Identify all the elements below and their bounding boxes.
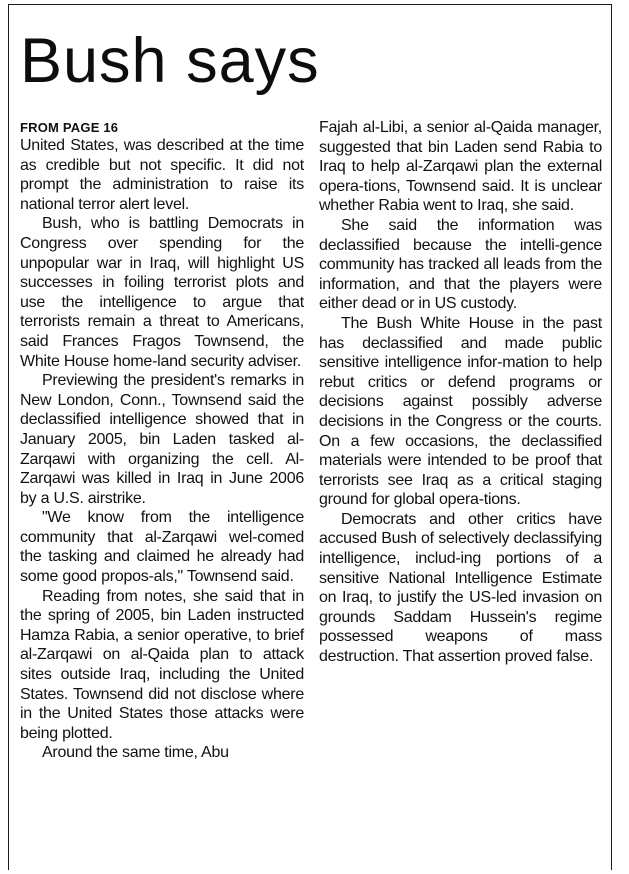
paragraph: "We know from the intelligence community that al-Zarqawi wel-comed the tasking and claimed he already had some good propos-als," Townsend said. <box>20 509 304 586</box>
paragraph: Previewing the president's remarks in New London, Conn., Townsend said the declassified intelligence showed that in January 2005, bin Laden tasked al-Zarqawi with organizing the cell. Al-Zarqawi was killed in Iraq in June 2006 by a U.S. airstrike. <box>20 372 304 507</box>
paragraph: Around the same time, Abu <box>42 744 229 762</box>
article-column-left <box>20 118 304 763</box>
paragraph: She said the information was declassified because the intelli-gence community has tracked all leads from the information, and that the players were either dead or in US custody. <box>319 216 602 313</box>
top-border-rule <box>8 4 612 5</box>
headline: Bush says <box>20 26 320 96</box>
paragraph: Fajah al-Libi, a senior al-Qaida manager, suggested that bin Laden send Rabia to Iraq to help al-Zarqawi plan the external opera-tions, Townsend said. It is unclear whether Rabia went to Iraq, she said. <box>319 119 602 215</box>
left-border-rule <box>8 4 9 870</box>
paragraph: United States, was described at the time as credible but not specific. It did not prompt the administration to raise its national terror alert level. <box>20 137 304 213</box>
article-column-right <box>319 118 602 667</box>
paragraph: Democrats and other critics have accused Bush of selectively declassifying intelligence, includ-ing portions of a sensitive National Intelligence Estimate on Iraq, to justify the US-led invasion on grounds Saddam Hussein's regime possessed weapons of mass destruction. That assertion proved false. <box>319 510 602 666</box>
jump-line: FROM PAGE 16 <box>20 120 119 135</box>
paragraph: The Bush White House in the past has declassified and made public sensitive intelligence infor-mation to help rebut critics or defend programs or decisions against possibly adverse decisions in the Congress or the courts. On a few occasions, the declassified materials were intended to be proof that terrorists see Iraq as a critical staging ground for global opera-tions. <box>319 314 602 509</box>
paragraph: Bush, who is battling Democrats in Congress over spending for the unpopular war in Iraq, will highlight US successes in foiling terrorist plots and use the intelligence to argue that terrorists remain a threat to Americans, said Frances Fragos Townsend, the White House home-land security adviser. <box>20 215 304 370</box>
paragraph: Reading from notes, she said that in the spring of 2005, bin Laden instructed Hamza Rabia, a senior operative, to brief al-Zarqawi on al-Qaida plan to attack sites outside Iraq, including the United States. Townsend did not disclose where in the United States those attacks were being plotted. <box>20 587 304 742</box>
right-border-rule <box>611 4 612 870</box>
